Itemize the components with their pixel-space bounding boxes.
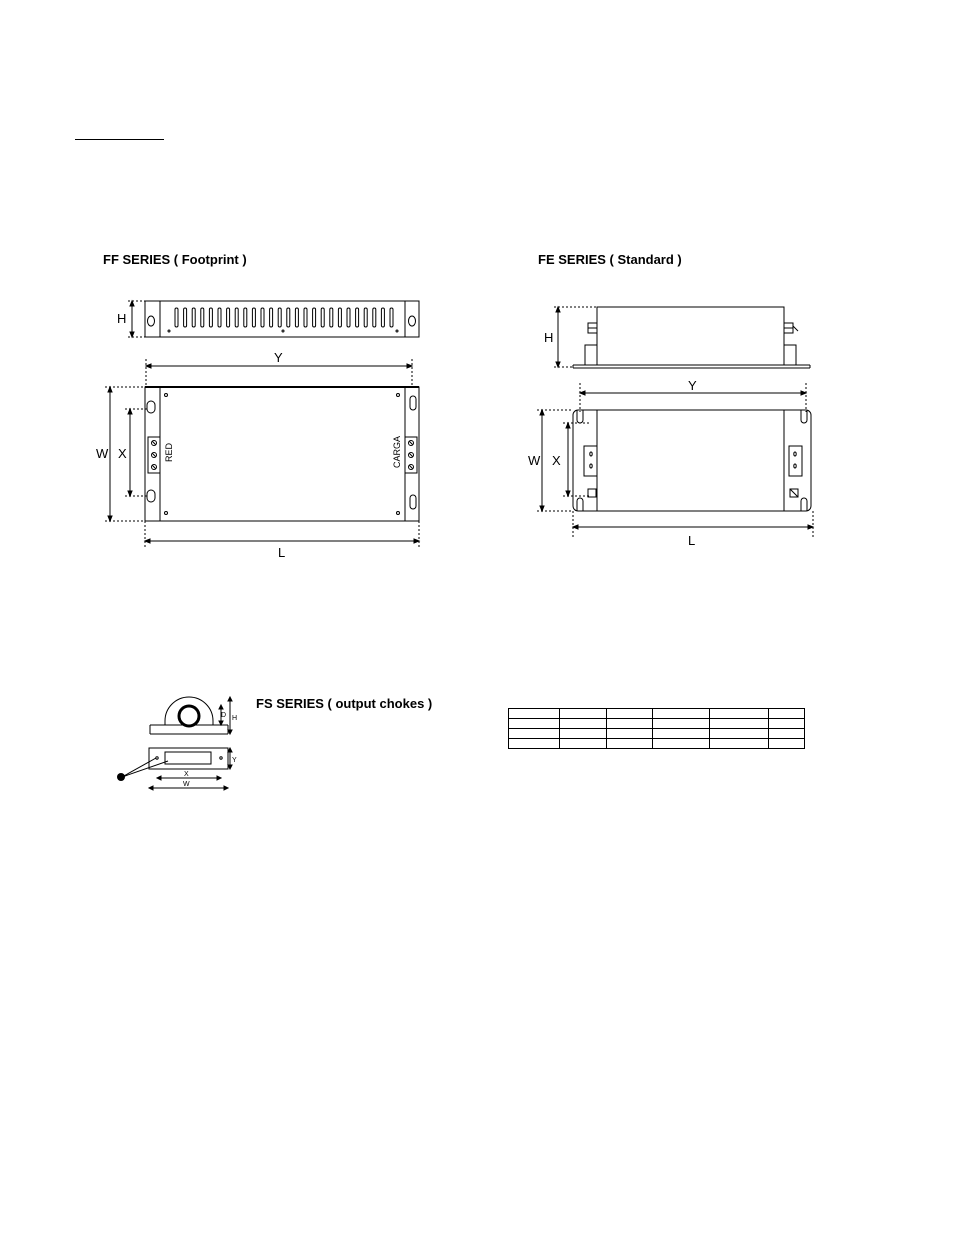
ff-vent-slot [184,308,187,327]
ff-l-label: L [278,545,286,560]
table-row [509,709,805,719]
table-cell [606,709,652,719]
fs-mounting-hole-marker [117,773,125,781]
table-cell [509,729,560,739]
ff-vent-slot [209,308,212,327]
ff-vent-slot [261,308,264,327]
table-cell [652,709,710,719]
fs-x-dimension [157,776,221,780]
ff-vent-slot [347,308,350,327]
table-cell [606,729,652,739]
ff-vent-slot [235,308,238,327]
table-cell [509,709,560,719]
fe-h-label: H [544,330,554,345]
fe-l-label: L [688,533,696,548]
table-cell [509,739,560,749]
table-cell [559,729,606,739]
fe-w-label: W [528,453,541,468]
fe-x-label: X [552,453,561,468]
table-cell [710,729,769,739]
ff-vent-slot [295,308,298,327]
table-cell [769,719,805,729]
table-cell [559,709,606,719]
table-cell [559,739,606,749]
table-cell [606,739,652,749]
ff-vent-slot [356,308,359,327]
ff-vent-slot [373,308,376,327]
table-cell [606,719,652,729]
ff-vent-slot [201,308,204,327]
fs-w-label: W [183,781,190,788]
ff-vent-slot [313,308,316,327]
table-cell [509,719,560,729]
ff-vent-slot [175,308,178,327]
ff-h-label: H [117,311,127,326]
table-cell [652,739,710,749]
fs-series-drawing [108,688,248,794]
table-row [509,719,805,729]
ff-vent-slot [287,308,290,327]
fs-base-view [149,748,228,769]
table-cell [710,719,769,729]
fs-front-view [150,697,228,734]
ff-h-dimension [128,301,145,337]
table-cell [710,709,769,719]
fe-y-label: Y [688,378,697,393]
ff-vent-slot [381,308,384,327]
ff-vent-slot [192,308,195,327]
fe-series-drawing [520,295,830,550]
ff-series-drawing [90,290,430,565]
fs-y-label: Y [232,757,237,764]
fe-series-title: FE SERIES ( Standard ) [538,252,682,267]
ff-series-title: FF SERIES ( Footprint ) [103,252,247,267]
ff-vent-slot [218,308,221,327]
fs-d-label: D [221,712,227,719]
ff-vent-slot [252,308,255,327]
fs-series-title: FS SERIES ( output chokes ) [256,696,433,711]
table-cell [769,729,805,739]
table-cell [710,739,769,749]
table-cell [559,719,606,729]
header-rule [75,139,164,140]
ff-vent-slot [227,308,230,327]
ff-vent-slot [244,308,247,327]
table-cell [769,739,805,749]
ff-vent-slot [364,308,367,327]
table-cell [652,729,710,739]
fe-side-view [573,307,810,368]
ff-vent-slot [390,308,393,327]
ff-red-label: RED [164,442,174,462]
fs-h-label: H [232,715,238,722]
ff-vent-slot [321,308,324,327]
ff-vent-slot [304,308,307,327]
ff-vent-slot [278,308,281,327]
ff-vent-slot [330,308,333,327]
dimensions-table [508,708,805,749]
ff-w-label: W [96,446,109,461]
table-row [509,739,805,749]
fe-top-view [573,410,811,511]
table-cell [652,719,710,729]
fs-x-label: X [184,771,189,778]
table-row [509,729,805,739]
ff-vent-slot [338,308,341,327]
ff-y-label: Y [274,350,283,365]
fe-x-dimension [563,423,590,496]
fe-h-dimension [554,307,597,367]
ff-l-dimension [145,521,419,547]
table-cell [769,709,805,719]
ff-vent-slot [270,308,273,327]
ff-carga-label: CARGA [392,435,402,468]
ff-x-label: X [118,446,127,461]
ff-side-view [145,301,419,337]
ff-top-view [145,387,419,521]
